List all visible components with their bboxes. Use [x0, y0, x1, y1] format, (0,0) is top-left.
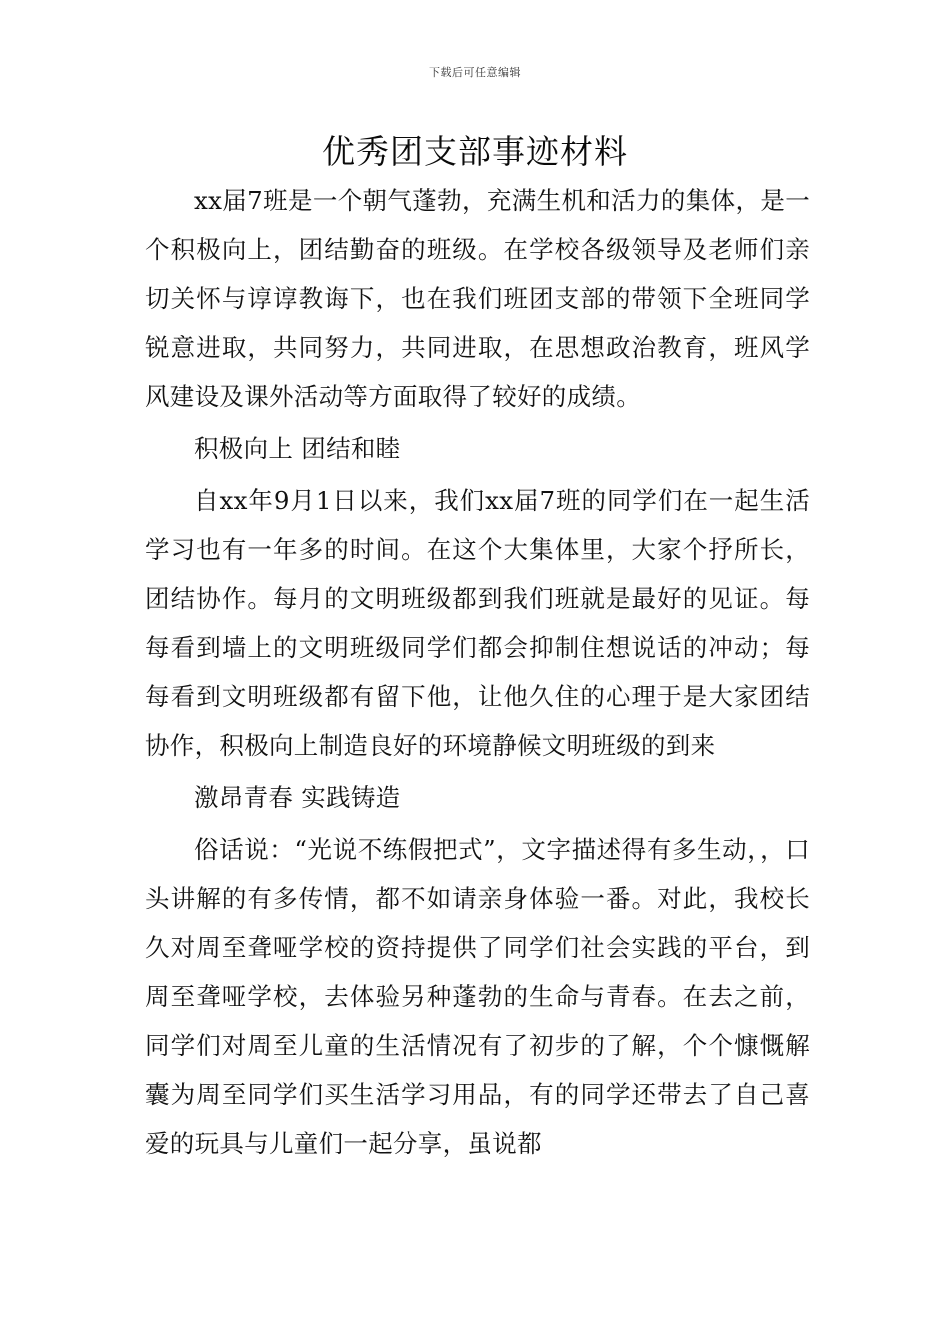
section-heading-practice: 激昂青春 实践铸造 [194, 783, 401, 812]
document-body [145, 176, 810, 1168]
paragraph-unity: 自xx年9月1日以来，我们xx届7班的同学们在一起生活学习也有一年多的时间。在这个大集体里，大家个抒所长，团结协作。每月的文明班级都到我们班就是最好的见证。每每看到墙上的文明班级同学们都会抑制住想说话的冲动；每每看到文明班级都有留下他，让他久住的心理于是大家团结协作，积极向上制造良好的环境静候文明班级的到来 [145, 486, 810, 760]
paragraph-practice: 俗话说：“光说不练假把式”，文字描述得有多生动，，口头讲解的有多传情，都不如请亲身体验一番。对此，我校长久对周至聋哑学校的资持提供了同学们社会实践的平台，到周至聋哑学校，去体验另种蓬勃的生命与青春。在去之前，同学们对周至儿童的生活情况有了初步的了解，个个慷慨解囊为周至同学们买生活学习用品，有的同学还带去了自己喜爱的玩具与儿童们一起分享，虽说都 [145, 835, 810, 1158]
document-title: 优秀团支部事迹材料 [322, 132, 628, 171]
header-note: 下载后可任意编辑 [429, 66, 521, 79]
section-heading-unity: 积极向上 团结和睦 [194, 434, 401, 463]
paragraph-intro: xx届7班是一个朝气蓬勃，充满生机和活力的集体，是一个积极向上，团结勤奋的班级。在学校各级领导及老师们亲切关怀与谆谆教诲下，也在我们班团支部的带领下全班同学锐意进取，共同努力，共同进取，在思想政治教育，班风学风建设及课外活动等方面取得了较好的成绩。 [145, 186, 810, 411]
